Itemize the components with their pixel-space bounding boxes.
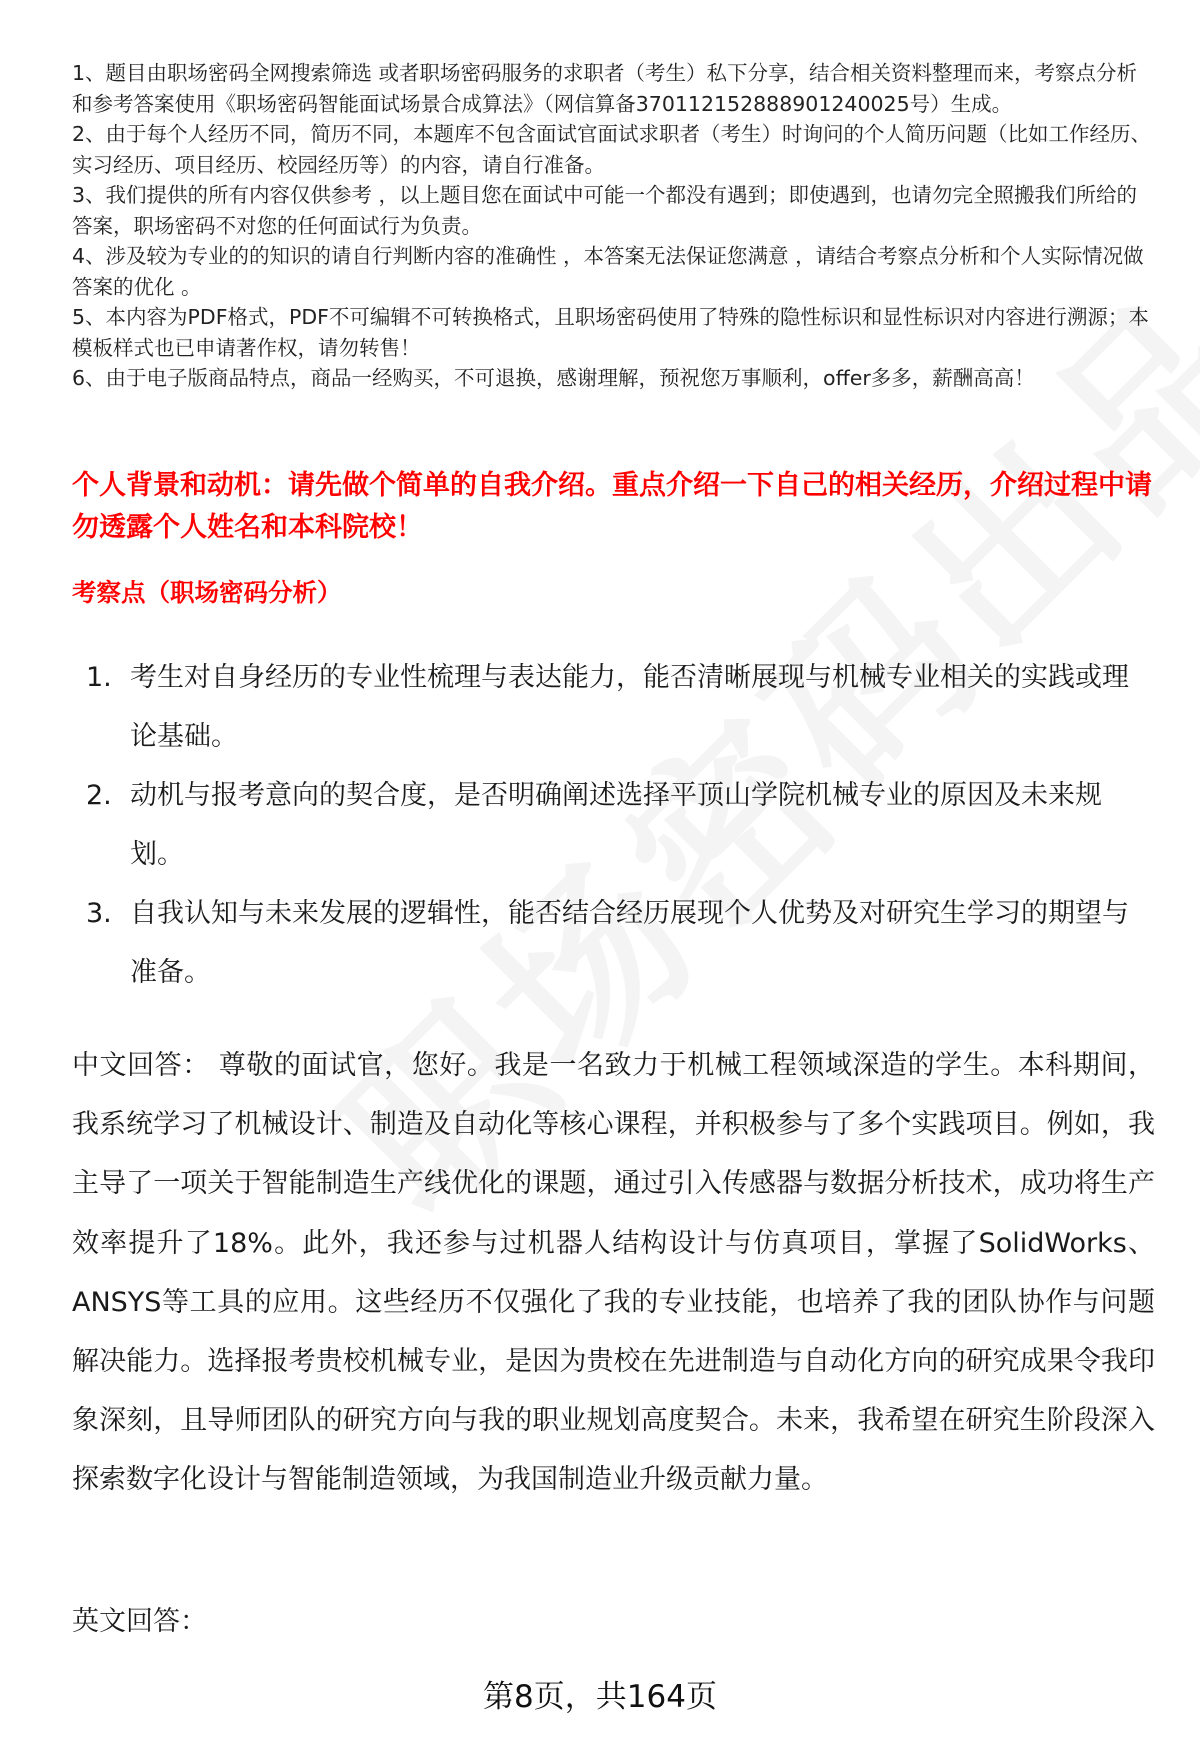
analysis-point-number: 2. <box>86 780 112 811</box>
disclaimer-item: 1、题目由职场密码全网搜索筛选 或者职场密码服务的求职者（考生）私下分享，结合相关资料整理而来，考察点分析和参考答案使用《职场密码智能面试场景合成算法》（网信算备370112152888901240025号）生成。 <box>72 61 1138 116</box>
answer-english-label: 英文回答： <box>72 1606 207 1637</box>
analysis-list <box>72 648 1152 1002</box>
disclaimer-item: 6、由于电子版商品特点，商品一经购买，不可退换，感谢理解，预祝您万事顺利，offer多多，薪酬高高！ <box>72 366 1035 390</box>
answer-chinese: 中文回答： 尊敬的面试官，您好。我是一名致力于机械工程领域深造的学生。本科期间，我系统学习了机械设计、制造及自动化等核心课程，并积极参与了多个实践项目。例如，我主导了一项关于智能制造生产线优化的课题，通过引入传感器与数据分析技术，成功将生产效率提升了18%。此外，我还参与过机器人结构设计与仿真项目，掌握了SolidWorks、ANSYS等工具的应用。这些经历不仅强化了我的专业技能，也培养了我的团队协作与问题解决能力。选择报考贵校机械专业，是因为贵校在先进制造与自动化方向的研究成果令我印象深刻，且导师团队的研究方向与我的职业规划高度契合。未来，我希望在研究生阶段深入探索数字化设计与智能制造领域，为我国制造业升级贡献力量。 <box>72 1050 1155 1496</box>
disclaimer-item: 3、我们提供的所有内容仅供参考 ，以上题目您在面试中可能一个都没有遇到；即使遇到，也请勿完全照搬我们所给的答案，职场密码不对您的任何面试行为负责。 <box>72 183 1138 238</box>
analysis-point-number: 1. <box>86 662 112 693</box>
analysis-point-text: 考生对自身经历的专业性梳理与表达能力，能否清晰展现与机械专业相关的实践或理论基础。 <box>130 662 1129 752</box>
disclaimer-item: 2、由于每个人经历不同，简历不同，本题库不包含面试官面试求职者（考生）时询问的个人简历问题（比如工作经历、实习经历、项目经历、校园经历等）的内容，请自行准备。 <box>72 122 1152 177</box>
analysis-point <box>72 766 1152 884</box>
analysis-point-text: 动机与报考意向的契合度，是否明确阐述选择平顶山学院机械专业的原因及未来规划。 <box>130 780 1102 870</box>
analysis-point <box>72 648 1152 766</box>
analysis-title: 考察点（职场密码分析） <box>72 578 342 607</box>
disclaimer-item: 4、涉及较为专业的的知识的请自行判断内容的准确性 ，本答案无法保证您满意 ，请结合考察点分析和个人实际情况做答案的优化 。 <box>72 244 1144 299</box>
disclaimer-block <box>72 58 1152 394</box>
interview-question: 个人背景和动机：请先做个简单的自我介绍。重点介绍一下自己的相关经历，介绍过程中请勿透露个人姓名和本科院校！ <box>72 470 1152 543</box>
analysis-point-text: 自我认知与未来发展的逻辑性，能否结合经历展现个人优势及对研究生学习的期望与准备。 <box>130 898 1129 988</box>
analysis-point <box>72 884 1152 1002</box>
analysis-point-number: 3. <box>86 898 112 929</box>
page-number: 第8页，共164页 <box>483 1679 717 1715</box>
disclaimer-item: 5、本内容为PDF格式，PDF不可编辑不可转换格式，且职场密码使用了特殊的隐性标识和显性标识对内容进行溯源；本模板样式也已申请著作权，请勿转售！ <box>72 305 1149 360</box>
